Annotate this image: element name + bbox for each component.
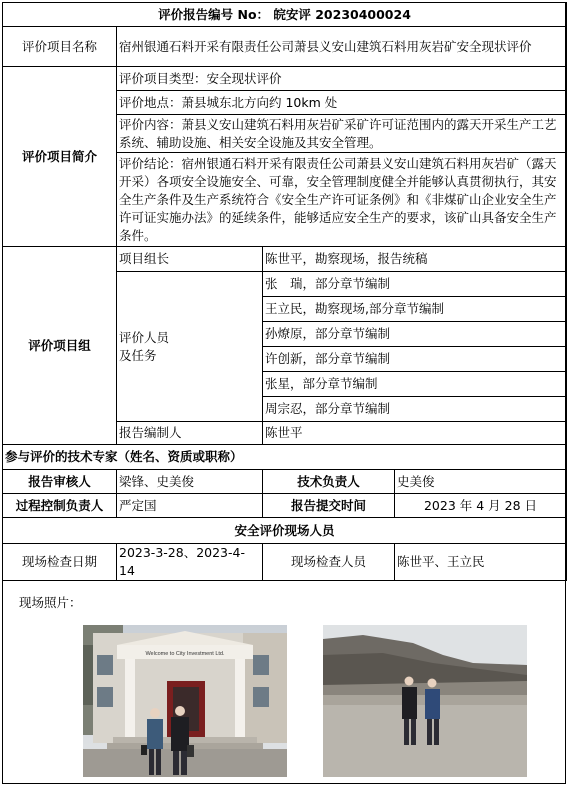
author: 陈世平 — [263, 422, 567, 445]
members-label: 评价人员及任务 — [117, 272, 263, 422]
member-row: 张 瑞，部分章节编制 — [263, 272, 567, 297]
member-row: 王立民，勘察现场,部分章节编制 — [263, 297, 567, 322]
process: 严定国 — [117, 494, 263, 518]
check-people-label: 现场检查人员 — [263, 544, 395, 581]
project-type: 评价项目类型：安全现状评价 — [117, 67, 567, 91]
tech-lead-label: 技术负责人 — [263, 470, 395, 494]
photo-section — [3, 583, 565, 783]
intro-label: 评价项目简介 — [3, 67, 117, 247]
info-table — [2, 2, 567, 581]
leader: 陈世平，勘察现场，报告统稿 — [263, 247, 567, 272]
evaluation-report-form — [2, 2, 566, 784]
photos-label: 现场照片： — [19, 595, 82, 610]
member-row: 许创新，部分章节编制 — [263, 347, 567, 372]
submit-label: 报告提交时间 — [263, 494, 395, 518]
submit-date: 2023 年 4 月 28 日 — [395, 494, 567, 518]
experts-label: 参与评价的技术专家（姓名、资质或职称） — [3, 445, 567, 470]
check-date-label: 现场检查日期 — [3, 544, 117, 581]
site-photo-building — [83, 625, 287, 777]
tech-lead: 史美俊 — [395, 470, 567, 494]
project-conclusion: 评价结论：宿州银通石料开采有限责任公司萧县义安山建筑石料用灰岩矿（露天开采）各项安全设施安全、可靠，安全管理制度健全并能够认真贯彻执行，其安全生产条件及生产系统符合《安全生产许可证条例》和《非煤矿山企业安全生产许可证实施办法》的延续条件，能够适应安全生产的要求，该矿山具备安全生产条件。 — [117, 153, 567, 247]
project-name: 宿州银通石料开采有限责任公司萧县义安山建筑石料用灰岩矿安全现状评价 — [117, 27, 567, 67]
reviewer: 梁锋、史美俊 — [117, 470, 263, 494]
site-photo-quarry — [323, 625, 527, 777]
leader-label: 项目组长 — [117, 247, 263, 272]
check-date: 2023-3-28、2023-4-14 — [117, 544, 263, 581]
project-name-label: 评价项目名称 — [3, 27, 117, 67]
project-content: 评价内容：萧县义安山建筑石料用灰岩矿采矿许可证范围内的露天开采生产工艺系统、辅助设施、相关安全设施及其安全管理。 — [117, 115, 567, 153]
reviewer-label: 报告审核人 — [3, 470, 117, 494]
member-row: 张星，部分章节编制 — [263, 372, 567, 397]
author-label: 报告编制人 — [117, 422, 263, 445]
member-row: 周宗忍，部分章节编制 — [263, 397, 567, 422]
onsite-header: 安全评价现场人员 — [3, 518, 567, 544]
member-row: 孙燎原，部分章节编制 — [263, 322, 567, 347]
process-label: 过程控制负责人 — [3, 494, 117, 518]
check-people: 陈世平、王立民 — [395, 544, 567, 581]
building-sign-text: Welcome to City Investment Ltd. — [145, 651, 225, 657]
project-location: 评价地点：萧县城东北方向约 10km 处 — [117, 91, 567, 115]
team-label: 评价项目组 — [3, 247, 117, 445]
report-number: 评价报告编号 No： 皖安评 20230400024 — [3, 3, 567, 27]
